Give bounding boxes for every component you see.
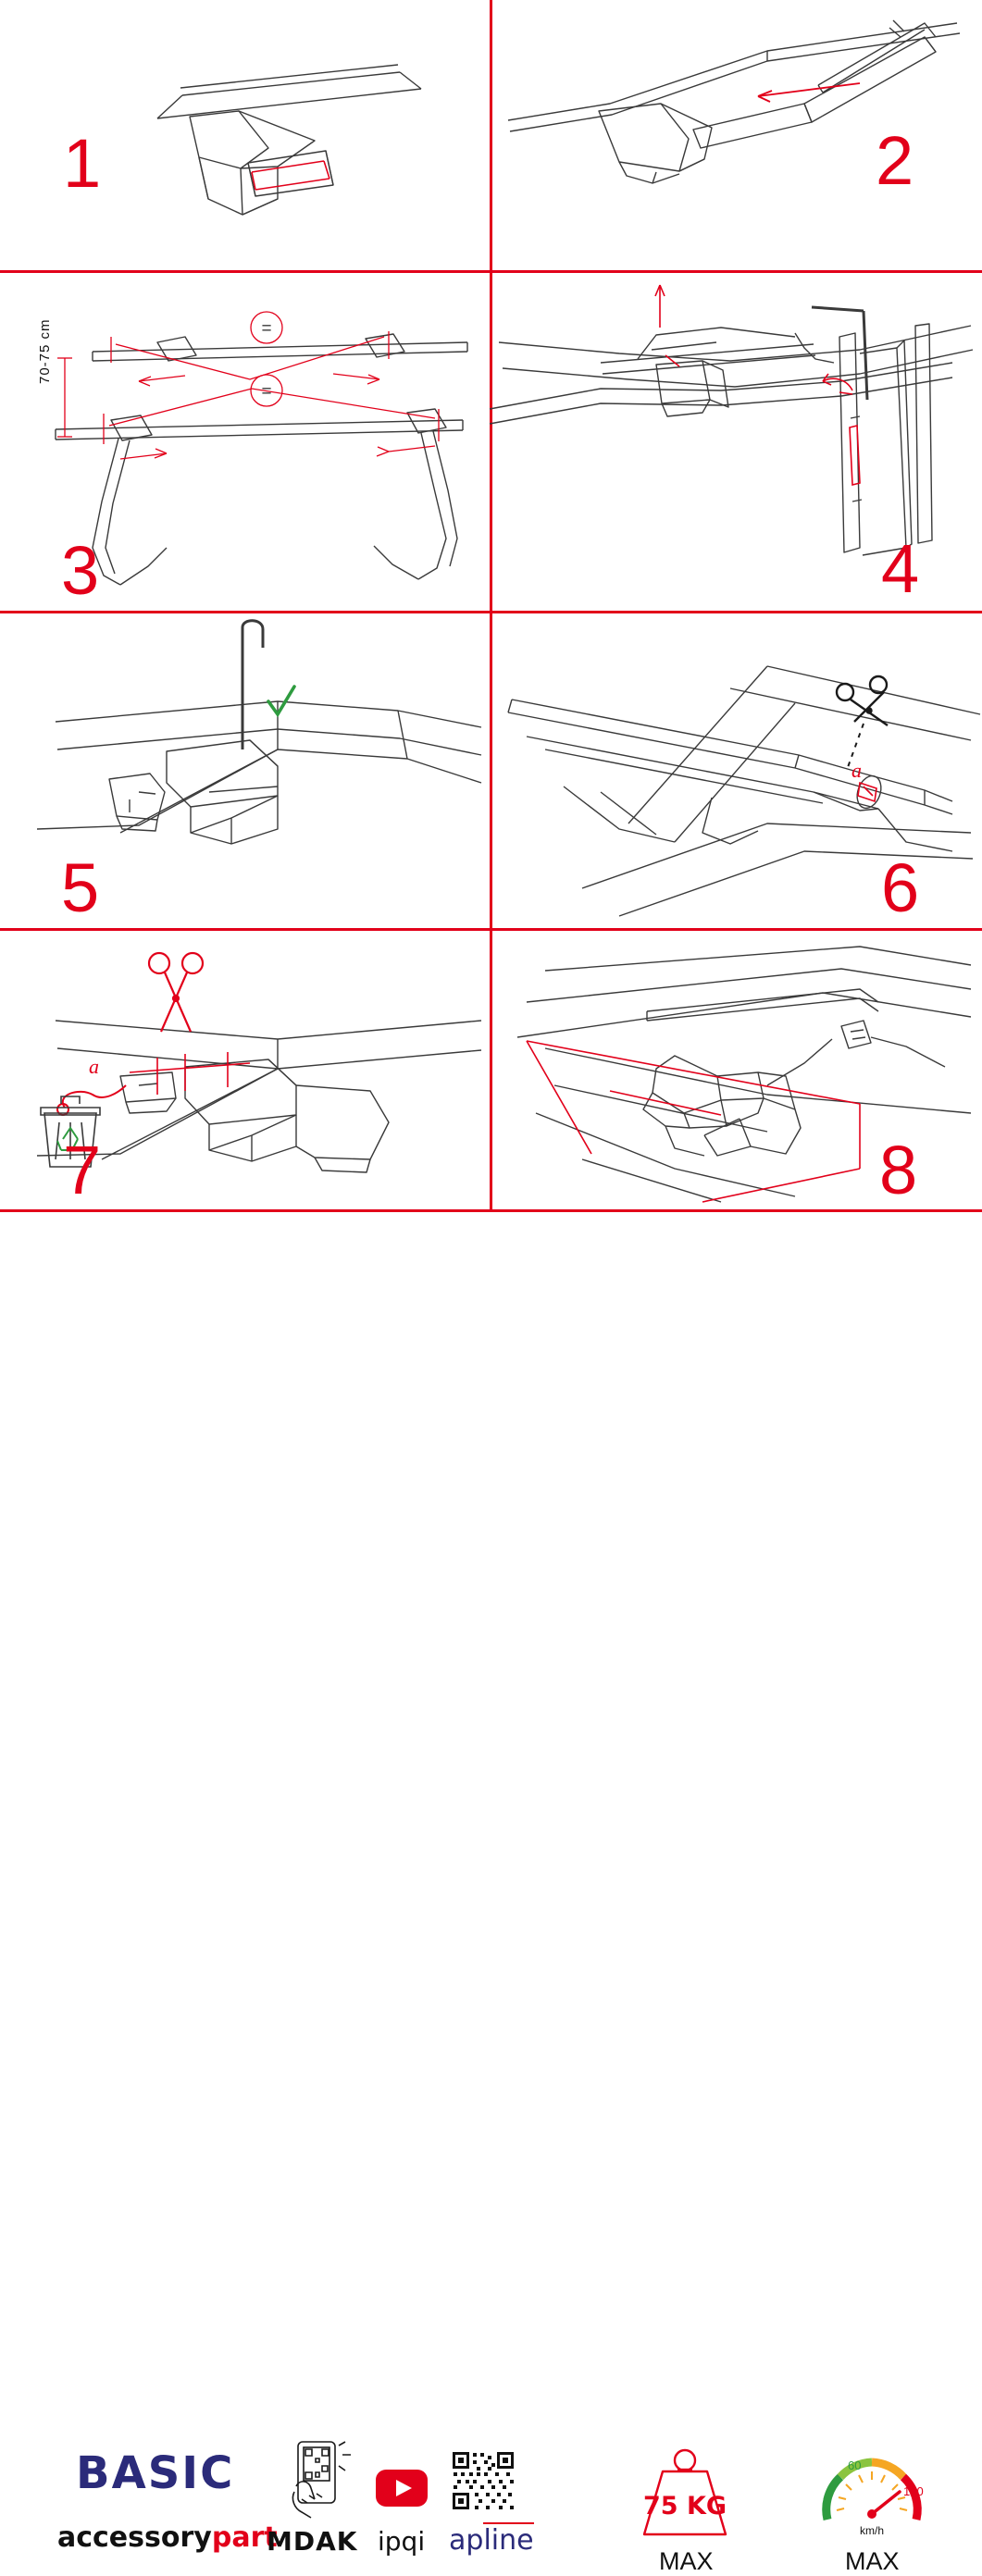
brand-accessorypart-prefix: accessory xyxy=(57,2521,212,2554)
step-number-7: 7 xyxy=(63,1132,102,1208)
brand-apline-prefix: ap xyxy=(449,2524,484,2557)
step-number-5: 5 xyxy=(61,849,100,926)
max-load-icon xyxy=(629,2438,740,2542)
step-number-1: 1 xyxy=(63,125,102,202)
max-load-value: 75 KG xyxy=(642,2492,727,2520)
gauge-tick-120: 120 xyxy=(903,2484,924,2498)
brand-basic-logo: BASIC xyxy=(76,2447,235,2499)
max-speed-gauge-icon xyxy=(814,2438,930,2545)
max-load-label: MAX xyxy=(659,2547,714,2575)
brand-mdak-logo: MDAK xyxy=(267,2526,358,2557)
footer xyxy=(0,1212,982,2575)
step-number-6: 6 xyxy=(881,849,920,926)
step-number-4: 4 xyxy=(881,530,920,607)
step-number-8: 8 xyxy=(879,1132,918,1208)
brand-accessorypart-logo xyxy=(57,2521,278,2554)
max-speed-label: MAX xyxy=(845,2547,900,2575)
scan-qr-icon xyxy=(278,2438,361,2521)
part-label-a-step6: a xyxy=(851,759,862,782)
gauge-tick-60: 60 xyxy=(848,2458,862,2472)
brand-ipqi-logo: ipqi xyxy=(378,2526,426,2557)
youtube-icon[interactable] xyxy=(375,2469,429,2508)
step-number-3: 3 xyxy=(61,532,100,609)
brand-accessorypart-suffix: part xyxy=(211,2521,278,2554)
qr-code[interactable] xyxy=(451,2450,516,2511)
brand-apline-suffix: line xyxy=(483,2524,534,2557)
brand-apline-logo xyxy=(449,2524,534,2557)
speed-unit-label: km/h xyxy=(859,2524,885,2537)
spacing-dimension-label: 70-75 cm xyxy=(37,318,53,384)
svg-text:=: = xyxy=(261,382,272,402)
step-number-2: 2 xyxy=(876,122,914,199)
part-label-a-step7: a xyxy=(89,1055,99,1078)
svg-text:=: = xyxy=(261,319,272,339)
